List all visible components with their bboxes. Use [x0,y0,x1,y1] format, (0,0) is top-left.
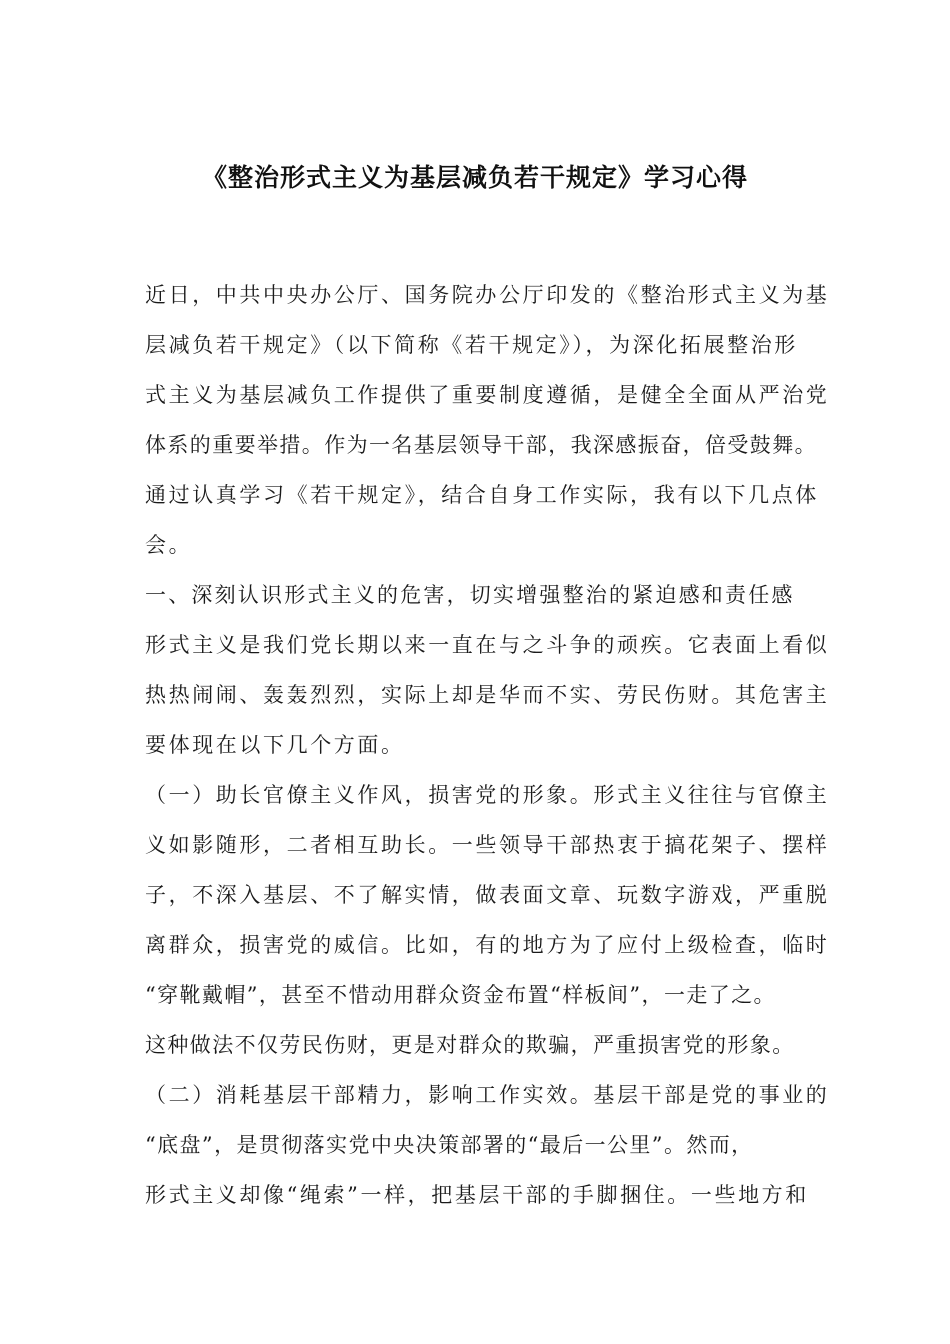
paragraph-line: 形式主义却像“绳索”一样，把基层干部的手脚捆住。一些地方和 [145,1183,809,1207]
paragraph-line: 离群众，损害党的威信。比如，有的地方为了应付上级检查，临时 [145,933,830,957]
paragraph-line: 形式主义是我们党长期以来一直在与之斗争的顽疾。它表面上看似 [145,633,830,657]
paragraph-line: 式主义为基层减负工作提供了重要制度遵循，是健全全面从严治党 [145,383,830,407]
paragraph-line: 热热闹闹、轰轰烈烈，实际上却是华而不实、劳民伤财。其危害主 [145,683,830,707]
paragraph-line: 体系的重要举措。作为一名基层领导干部，我深感振奋，倍受鼓舞。 [145,433,817,457]
paragraph-line: 义如影随形，二者相互助长。一些领导干部热衷于搞花架子、摆样 [145,833,830,857]
paragraph-line: 子，不深入基层、不了解实情，做表面文章、玩数字游戏，严重脱 [145,883,830,907]
paragraph-line: 会。 [145,533,193,557]
paragraph-line: 通过认真学习《若干规定》，结合自身工作实际，我有以下几点体 [145,483,819,507]
paragraph-line: 要体现在以下几个方面。 [145,733,405,757]
paragraph-line: 这种做法不仅劳民伤财，更是对群众的欺骗，严重损害党的形象。 [145,1033,795,1057]
section-heading: 一、深刻认识形式主义的危害，切实增强整治的紧迫感和责任感 [145,583,795,607]
document-title: 《整治形式主义为基层减负若干规定》学习心得 [201,163,748,192]
paragraph-line: “穿靴戴帽”，甚至不惜动用群众资金布置“样板间”，一走了之。 [145,983,776,1007]
paragraph-line: （二）消耗基层干部精力，影响工作实效。基层干部是党的事业的 [145,1083,830,1107]
paragraph-line: （一）助长官僚主义作风，损害党的形象。形式主义往往与官僚主 [145,783,830,807]
paragraph-line: 近日，中共中央办公厅、国务院办公厅印发的《整治形式主义为基 [145,283,830,307]
paragraph-line: “底盘”，是贯彻落实党中央决策部署的“最后一公里”。然而， [145,1133,754,1157]
document-body [145,278,830,1228]
paragraph-line: 层减负若干规定》（以下简称《若干规定》），为深化拓展整治形 [145,333,798,357]
